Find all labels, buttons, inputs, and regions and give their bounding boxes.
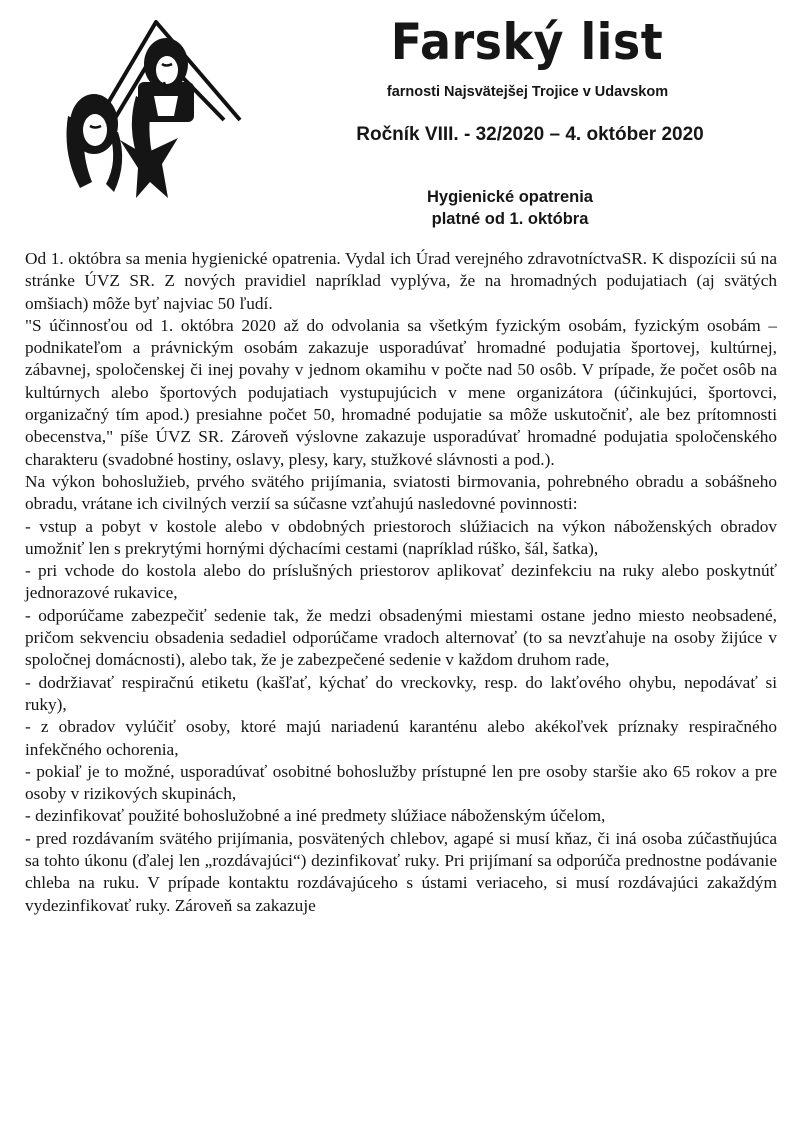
article-heading-line2: platné od 1. októbra bbox=[431, 210, 589, 228]
list-item: - z obradov vylúčiť osoby, ktoré majú nariadenú karanténu alebo akékoľvek príznaky respiračného infekčného ochorenia, bbox=[25, 717, 777, 759]
article-body bbox=[25, 248, 777, 917]
list-item: - dodržiavať respiračnú etiketu (kašľať, kýchať do vreckovky, resp. do lakťového ohybu, nepodávať si ruky), bbox=[25, 672, 777, 714]
parish-name: farnosti Najsvätejšej Trojice v Udavskom bbox=[386, 84, 669, 100]
article-heading-line1: Hygienické opatrenia bbox=[427, 188, 593, 206]
paragraph-quote: "S účinnosťou od 1. októbra 2020 až do odvolania sa všetkým fyzickým osobám, fyzickým osobám – podnikateľom a právnickým osobám zakazuje usporadúvať hromadné podujatia športovej, kultúrnej, zábavnej, spoločenskej či inej povahy v jednom okamihu v počte nad 50 osôb. V prípade, že počet osôb na kultúrnych alebo športových podujatiach vystupujúcich v mene organizátora (účinkujúci, športovci, organizačný tím apod.) presiahne počet 50, hromadné podujatie sa môže uskutočniť, ale bez prítomnosti obecenstva," píše ÚVZ SR. Zároveň výslovne zakazuje usporadúvať hromadné podujatia spoločenského charakteru (svadobné hostiny, oslavy, plesy, kary, stužkové slávnosti a pod.). bbox=[25, 315, 777, 469]
list-item: - dezinfikovať použité bohoslužobné a iné predmety slúžiace náboženským účelom, bbox=[25, 806, 606, 826]
issue-info: Ročník VIII. - 32/2020 – 4. október 2020 bbox=[356, 124, 704, 145]
list-item: - pred rozdávaním svätého prijímania, posvätených chlebov, agapé si musí kňaz, či iná osoba zúčastňujúca sa tohto úkonu (ďalej len „rozdávajúci“) dezinfikovať ruky. Pri prijímaní sa odporúča prednostne podávanie chleba na ruku. V prípade kontaktu rozdávajúceho s ústami veriaceho, si musí rozdávajúci zakaždým vydezinfikovať ruky. Zároveň sa zakazuje bbox=[25, 828, 777, 915]
list-item: - vstup a pobyt v kostole alebo v obdobných priestoroch slúžiacich na výkon náboženských obradov umožniť len s prekrytými hornými dýchacími cestami (napríklad rúško, šál, šatka), bbox=[25, 516, 777, 558]
newsletter-title: Farský list bbox=[390, 13, 664, 71]
list-item: - pokiaľ je to možné, usporadúvať osobitné bohoslužby prístupné len pre osoby staršie ako 65 rokov a pre osoby v rizikových skupinách, bbox=[25, 761, 777, 804]
list-item: - pri vchode do kostola alebo do príslušných priestorov aplikovať dezinfekciu na ruky alebo poskytnúť jednorazové rukavice, bbox=[25, 561, 777, 603]
list-item: - odporúčame zabezpečiť sedenie tak, že medzi obsadenými miestami ostane jedno miesto neobsadené, pričom sekvenciu obsadenia sedadiel odporúčame vradoch alternovať (to sa nevzťahuje na osoby žijúce v spoločnej domácnosti), alebo tak, že je zabezpečené sedenie v každom druhom rade, bbox=[25, 605, 777, 670]
holy-trinity-logo bbox=[28, 12, 328, 212]
paragraph-intro: Od 1. októbra sa menia hygienické opatrenia. Vydal ich Úrad verejného zdravotníctvaSR. K dispozícii sú na stránke ÚVZ SR. Z nových pravidiel napríklad vyplýva, že na hromadných podujatiach (aj svätých omšiach) môže byť najviac 50 ľudí. bbox=[25, 249, 777, 313]
article-heading bbox=[380, 186, 640, 230]
paragraph-duties-intro: Na výkon bohoslužieb, prvého svätého prijímania, sviatosti birmovania, pohrebného obradu a sobášneho obradu, vrátane ich civilných verzií sa súčasne vzťahujú nasledovné povinnosti: bbox=[25, 471, 777, 514]
